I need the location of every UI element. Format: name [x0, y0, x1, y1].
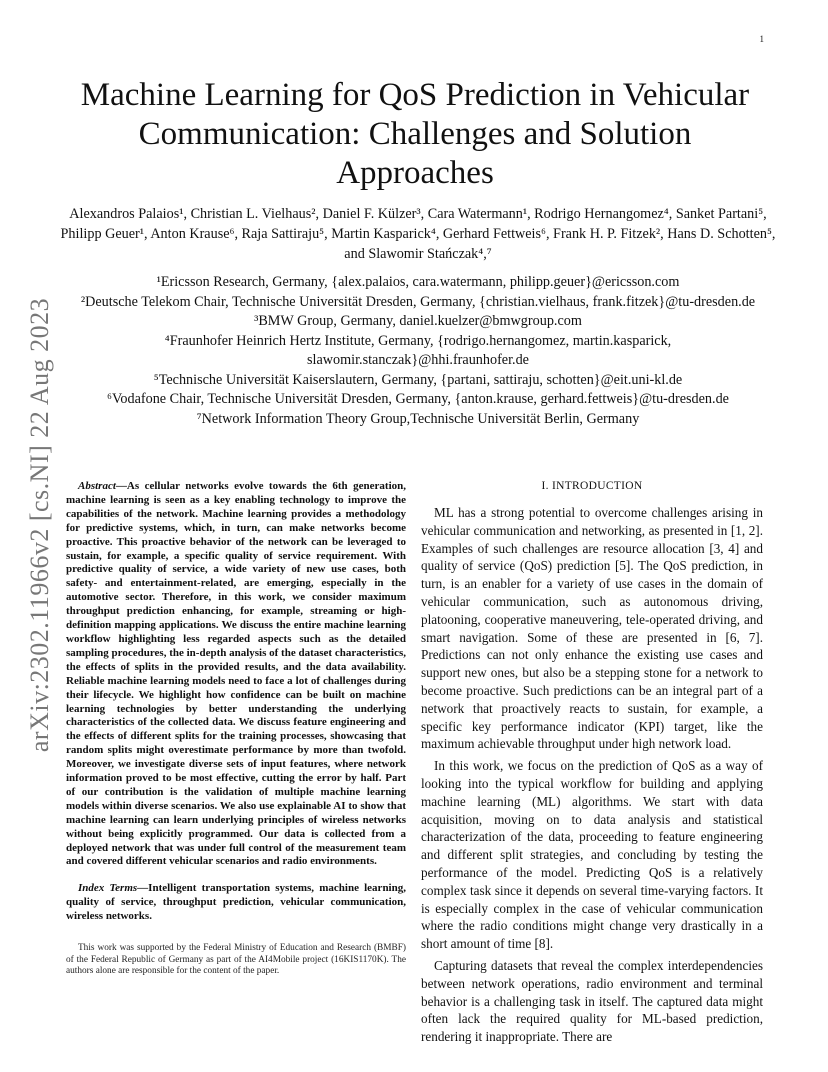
affiliation-list: [60, 273, 776, 429]
section-heading: I. INTRODUCTION: [541, 480, 643, 492]
index-terms: [66, 882, 406, 924]
affiliation-2: ²Deutsche Telekom Chair, Technische Universität Dresden, Germany, {christian.vielhaus, frank.fitzek}@tu-dresden.de: [80, 293, 756, 310]
affiliation-6: ⁶Vodafone Chair, Technische Universität Dresden, Germany, {anton.krause, gerhard.fettweis}@tu-dresden.de: [107, 391, 729, 407]
paper-title: Machine Learning for QoS Prediction in Vehicular Communication: Challenges and Solution Approaches: [80, 77, 750, 191]
abstract-lead: Abstract: [78, 480, 116, 492]
index-terms-text: —Intelligent transportation systems, machine learning, quality of service, throughput prediction, vehicular communication, wireless networks.: [66, 882, 406, 923]
arxiv-sidebar: [18, 290, 62, 760]
intro-paragraph-3: Capturing datasets that reveal the complex interdependencies between network operations, radio environment and terminal behavior is a challenging task in itself. The captured data might often lack the required quality for ML-based prediction, rendering it inappropriate. There are: [421, 957, 763, 1045]
left-column: [66, 480, 406, 978]
arxiv-identifier: arXiv:2302.11966v2 [cs.NI] 22 Aug 2023: [25, 297, 54, 753]
affiliation-7: ⁷Network Information Theory Group,Technische Universität Berlin, Germany: [196, 410, 640, 427]
intro-paragraph-2: In this work, we focus on the prediction of QoS as a way of looking into the typical workflow for building and applying machine learning (ML) algorithms. We start with data acquisition, moving on to data analysis and statistical characterization of the data, proceeding to feature engineering and different split strategies, and concluding by testing the performance of the model. Predicting QoS is a relatively complex task since it depends on several time-varying factors. It is especially complex in the case of vehicular communication where the radio conditions might change very drastically in a short amount of time [8].: [421, 758, 763, 952]
affiliation-4: ⁴Fraunhofer Heinrich Hertz Institute, Germany, {rodrigo.hernangomez, martin.kasparick, slawomir.stanczak}@hhi.fraunhofer.de: [164, 332, 672, 368]
page-number: 1: [759, 34, 764, 44]
abstract-text: —As cellular networks evolve towards the 6th generation, machine learning is seen as a key enabling technology to improve the capabilities of the network. Machine learning provides a methodology for predictive systems, which, in turn, can make networks become proactive. This proactive behavior of the network can be leveraged to sustain, for example, a specific quality of service requirement. With predictive quality of service, a wide variety of new use cases, both safety- and entertainment-related, are emerging, especially in the automotive sector. Therefore, in this work, we consider maximum throughput prediction enhancing, for example, streaming or high-definition mapping applications. We discuss the entire machine learning workflow highlighting less regarded aspects such as the detailed sampling procedures, the in-depth analysis of the dataset characteristics, the effects of splits in the provided results, and the data availability. Reliable machine learning models need to face a lot of challenges during their lifecycle. We highlight how confidence can be built on machine learning technologies by better understanding the underlying characteristics of the collected data. We discuss feature engineering and the effects of different splits for the training processes, showcasing that random splits might overestimate performance by more than twofold. Moreover, we investigate diverse sets of input features, where network information proved to be most effective, cutting the error by half. Part of our contribution is the validation of multiple machine learning models within diverse scenarios. We also use explainable AI to show that machine learning can learn underlying principles of wireless networks without being explicitly programmed. Our data is collected from a deployed network that was under full control of the measurement team and covered different vehicular scenarios and radio environments.: [66, 480, 406, 868]
affiliation-5: ⁵Technische Universität Kaiserslautern, Germany, {partani, sattiraju, schotten}@eit.uni-kl.de: [153, 371, 683, 388]
affiliation-3: ³BMW Group, Germany, daniel.kuelzer@bmwgroup.com: [254, 313, 582, 329]
funding-footnote: This work was supported by the Federal Ministry of Education and Research (BMBF) of the Federal Republic of Germany as part of the AI4Mobile project (16KIS1170K). The authors alone are responsible for the content of the paper.: [66, 943, 406, 977]
index-terms-lead: Index Terms: [78, 882, 138, 895]
author-list: Alexandros Palaios¹, Christian L. Vielhaus², Daniel F. Külzer³, Cara Watermann¹, Rodrigo Hernangomez⁴, Sanket Partani⁵, Philipp Geuer¹, Anton Krause⁶, Raja Sattiraju⁵, Martin Kasparick⁴, Gerhard Fettweis⁶, Frank H. P. Fitzek², Hans D. Schotten⁵, and Slawomir Stańczak⁴,⁷: [60, 206, 776, 262]
intro-paragraph-1: ML has a strong potential to overcome challenges arising in vehicular communication and networking, as presented in [1, 2]. Examples of such challenges are resource allocation [3, 4] and quality of service (QoS) prediction [5]. The QoS prediction, in turn, is an enabler for a variety of use cases in the domain of vehicular communication, such as autonomous driving, platooning, cooperative maneuvering, tele-operated driving, and smart navigation. Some of these are presented in [6, 7]. Predictions can not only enhance the existing use cases and support new ones, but also be a stepping stone for a network to become proactive. Such predictions can be an integral part of a network that proactively reacts to sustain, for example, a specific key performance indicator (KPI) target, like the maximum achievable throughput under high network load.: [421, 505, 763, 752]
affiliation-1: ¹Ericsson Research, Germany, {alex.palaios, cara.watermann, philipp.geuer}@ericsson.com: [156, 274, 680, 290]
abstract: [66, 480, 406, 869]
right-column: [421, 480, 763, 1050]
